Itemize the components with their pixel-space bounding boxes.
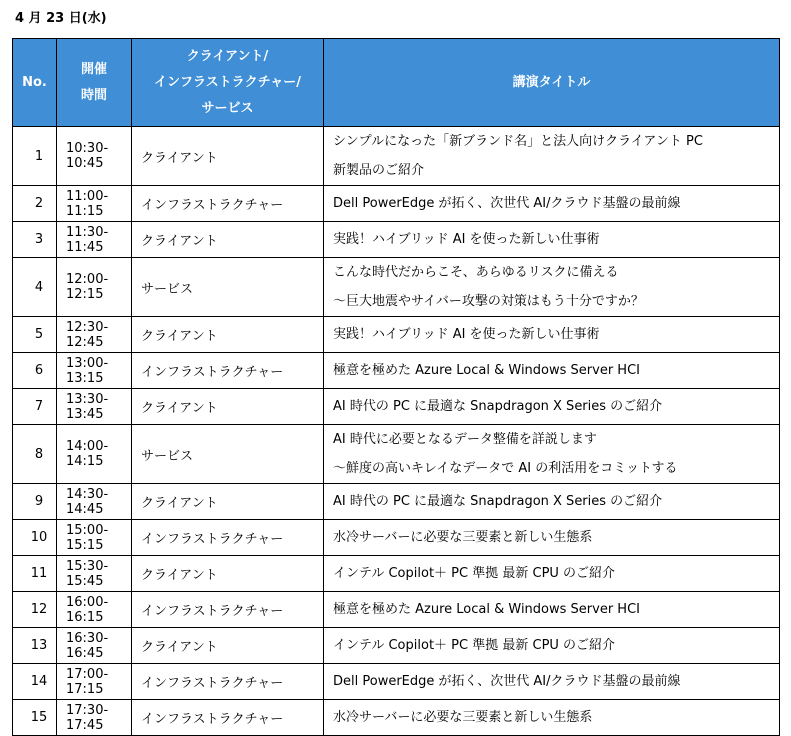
title-line: インテル Copilot＋ PC 準拠 最新 CPU のご紹介 (333, 638, 616, 653)
cell-title (324, 186, 780, 222)
table-row (13, 592, 780, 628)
cell-no: 8 (13, 425, 57, 484)
table-row (13, 664, 780, 700)
time-start: 16:30- (66, 630, 109, 646)
cell-title (324, 628, 780, 664)
table-row (13, 186, 780, 222)
time-end: 13:15 (66, 370, 104, 386)
cell-no: 13 (13, 628, 57, 664)
cell-title (324, 700, 780, 736)
time-end: 12:15 (66, 287, 104, 302)
cell-time (57, 664, 132, 700)
title-line: Dell PowerEdge が拓く、次世代 AI/クラウド基盤の最前線 (333, 674, 681, 689)
time-start: 13:00- (66, 355, 109, 371)
cell-category: サービス (132, 258, 324, 317)
cell-no: 9 (13, 484, 57, 520)
time-end: 17:15 (66, 681, 104, 697)
cell-no: 14 (13, 664, 57, 700)
time-start: 11:30- (66, 224, 109, 240)
cell-category: インフラストラクチャー (132, 664, 324, 700)
cell-time (57, 317, 132, 353)
time-end: 15:15 (66, 537, 104, 553)
cell-category: クライアント (132, 127, 324, 186)
cell-title (324, 664, 780, 700)
header-title: 講演タイトル (324, 39, 780, 127)
cell-category: クライアント (132, 222, 324, 258)
table-row (13, 389, 780, 425)
cell-time (57, 353, 132, 389)
header-category-line3: サービス (201, 100, 254, 116)
title-line: 実践！ハイブリッド AI を使った新しい仕事術 (333, 232, 600, 247)
time-start: 17:30- (66, 702, 109, 718)
cell-time (57, 592, 132, 628)
cell-title (324, 317, 780, 353)
table-row (13, 353, 780, 389)
cell-time (57, 520, 132, 556)
time-end: 14:15 (66, 454, 104, 469)
cell-title (324, 520, 780, 556)
cell-no: 4 (13, 258, 57, 317)
schedule-table (12, 38, 780, 736)
time-end: 16:45 (66, 645, 104, 661)
cell-no: 6 (13, 353, 57, 389)
time-end: 16:15 (66, 609, 104, 625)
table-row (13, 317, 780, 353)
title-line: 極意を極めた Azure Local & Windows Server HCI (333, 363, 640, 378)
title-line: 極意を極めた Azure Local & Windows Server HCI (333, 602, 640, 617)
cell-no: 12 (13, 592, 57, 628)
cell-category: インフラストラクチャー (132, 353, 324, 389)
header-category-line1: クライアント/ (186, 48, 269, 64)
cell-title (324, 592, 780, 628)
cell-time (57, 484, 132, 520)
table-row (13, 127, 780, 186)
cell-category: インフラストラクチャー (132, 700, 324, 736)
time-start: 14:00- (66, 439, 109, 454)
time-start: 12:30- (66, 319, 109, 335)
time-start: 15:30- (66, 558, 109, 574)
cell-time (57, 389, 132, 425)
cell-no: 1 (13, 127, 57, 186)
title-line: シンプルになった「新ブランド名」と法人向けクライアント PC (333, 134, 703, 149)
cell-time (57, 700, 132, 736)
table-row (13, 425, 780, 484)
cell-time (57, 222, 132, 258)
title-line: 水冷サーバーに必要な三要素と新しい生態系 (333, 530, 593, 545)
table-row (13, 700, 780, 736)
cell-category: サービス (132, 425, 324, 484)
table-row (13, 484, 780, 520)
title-line: AI 時代の PC に最適な Snapdragon X Series のご紹介 (333, 494, 663, 509)
cell-title (324, 258, 780, 317)
cell-title (324, 556, 780, 592)
table-row (13, 520, 780, 556)
cell-no: 3 (13, 222, 57, 258)
cell-title (324, 222, 780, 258)
date-heading: 4 月 23 日(水) (15, 11, 107, 26)
cell-time (57, 425, 132, 484)
cell-no: 11 (13, 556, 57, 592)
table-row (13, 556, 780, 592)
time-end: 10:45 (66, 156, 104, 171)
cell-title (324, 425, 780, 484)
table-row (13, 628, 780, 664)
time-start: 11:00- (66, 188, 109, 204)
time-start: 14:30- (66, 486, 109, 502)
time-end: 17:45 (66, 717, 104, 733)
time-start: 12:00- (66, 272, 109, 287)
time-end: 11:15 (66, 203, 104, 219)
cell-category: クライアント (132, 484, 324, 520)
title-line: ～鮮度の高いキレイなデータで AI の利活用をコミットする (333, 461, 678, 476)
time-end: 15:45 (66, 573, 104, 589)
cell-category: クライアント (132, 556, 324, 592)
table-header (13, 39, 780, 127)
table-row (13, 258, 780, 317)
header-row (13, 39, 780, 127)
cell-time (57, 258, 132, 317)
cell-category: クライアント (132, 389, 324, 425)
cell-category: クライアント (132, 628, 324, 664)
header-time (57, 39, 132, 127)
title-line: AI 時代に必要となるデータ整備を詳説します (333, 432, 597, 447)
time-start: 10:30- (66, 141, 109, 156)
title-line: AI 時代の PC に最適な Snapdragon X Series のご紹介 (333, 399, 663, 414)
time-end: 11:45 (66, 239, 104, 255)
time-end: 12:45 (66, 334, 104, 350)
cell-no: 5 (13, 317, 57, 353)
title-line: Dell PowerEdge が拓く、次世代 AI/クラウド基盤の最前線 (333, 196, 681, 211)
title-line: 新製品のご紹介 (333, 163, 425, 178)
cell-no: 2 (13, 186, 57, 222)
cell-category: インフラストラクチャー (132, 186, 324, 222)
cell-category: クライアント (132, 317, 324, 353)
time-end: 13:45 (66, 406, 104, 422)
cell-title (324, 353, 780, 389)
cell-time (57, 186, 132, 222)
header-time-line2: 時間 (80, 87, 107, 103)
time-start: 13:30- (66, 391, 109, 407)
header-category (132, 39, 324, 127)
cell-time (57, 556, 132, 592)
cell-title (324, 127, 780, 186)
cell-category: インフラストラクチャー (132, 592, 324, 628)
header-category-line2: インフラストラクチャー/ (154, 74, 301, 90)
header-no: No. (13, 39, 57, 127)
time-start: 17:00- (66, 666, 109, 682)
time-end: 14:45 (66, 501, 104, 517)
cell-title (324, 484, 780, 520)
title-line: こんな時代だからこそ、あらゆるリスクに備える (333, 265, 619, 280)
cell-title (324, 389, 780, 425)
header-time-line1: 開催 (80, 61, 107, 77)
table-row (13, 222, 780, 258)
title-line: 水冷サーバーに必要な三要素と新しい生態系 (333, 710, 593, 725)
cell-no: 15 (13, 700, 57, 736)
title-line: ～巨大地震やサイバー攻撃の対策はもう十分ですか？ (333, 294, 644, 309)
cell-no: 7 (13, 389, 57, 425)
title-line: インテル Copilot＋ PC 準拠 最新 CPU のご紹介 (333, 566, 616, 581)
cell-time (57, 628, 132, 664)
cell-category: インフラストラクチャー (132, 520, 324, 556)
cell-time (57, 127, 132, 186)
time-start: 15:00- (66, 522, 109, 538)
cell-no: 10 (13, 520, 57, 556)
title-line: 実践！ハイブリッド AI を使った新しい仕事術 (333, 327, 600, 342)
table-body (13, 127, 780, 736)
time-start: 16:00- (66, 594, 109, 610)
